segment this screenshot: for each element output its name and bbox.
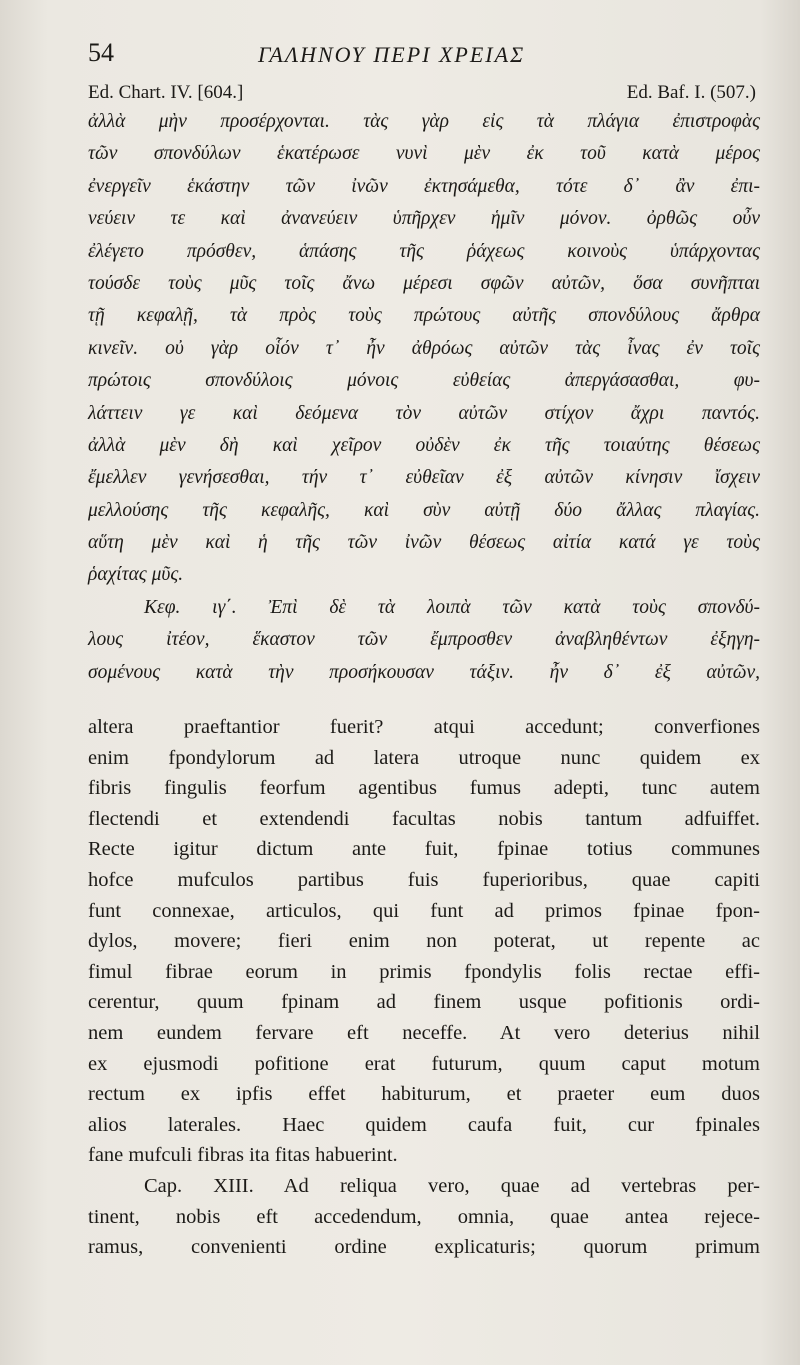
- greek-line: σομένους κατὰ τὴν προσήκουσαν τάξιν. ἦν δ᾽ ἐξ αὐτῶν,: [88, 661, 760, 683]
- running-title: ΓΑΛΗΝΟΥ ΠΕΡΙ ΧΡΕΙΑΣ: [258, 42, 526, 67]
- greek-line: κινεῖν. οὐ γὰρ οἷόν τ᾽ ἦν ἀθρόως αὐτῶν τὰς ἶνας ἐν τοῖς: [88, 337, 760, 359]
- greek-line: τῶν σπονδύλων ἑκατέρωσε νυνὶ μὲν ἐκ τοῦ κατὰ μέρος: [88, 143, 760, 165]
- greek-line: τῇ κεφαλῇ, τὰ πρὸς τοὺς πρώτους αὐτῆς σπονδύλους ἄρθρα: [88, 305, 760, 327]
- latin-line: Recte igitur dictum ante fuit, fpinae totius communes: [88, 838, 760, 861]
- greek-chapter-heading-line: Κεφ. ιγ΄. Ἐπὶ δὲ τὰ λοιπὰ τῶν κατὰ τοὺς σπονδύ-: [144, 596, 760, 618]
- latin-line: fane mufculi fibras ita fitas habuerint.: [88, 1144, 398, 1167]
- greek-line: ἔμελλεν γενήσεσθαι, τήν τ᾽ εὐθεῖαν ἐξ αὐτῶν κίνησιν ἴσχειν: [88, 467, 760, 489]
- latin-line: fibris fingulis feorfum agentibus fumus adepti, tunc autem: [88, 777, 760, 800]
- page-number: 54: [88, 38, 114, 67]
- greek-line: ἐλέγετο πρόσθεν, ἁπάσης τῆς ῥάχεως κοινοὺς ὑπάρχοντας: [88, 240, 760, 262]
- latin-line: alios laterales. Haec quidem caufa fuit, cur fpinales: [88, 1113, 760, 1136]
- edition-reference-chartier: Ed. Chart. IV. [604.]: [88, 82, 244, 103]
- greek-line: νεύειν τε καὶ ἀνανεύειν ὑπῆρχεν ἡμῖν μόνον. ὀρθῶς οὖν: [88, 208, 760, 230]
- greek-text-block: [88, 106, 760, 689]
- edition-reference-basel: Ed. Baf. I. (507.): [626, 82, 756, 103]
- greek-line: ἀλλὰ μὲν δὴ καὶ χεῖρον οὐδὲν ἐκ τῆς τοιαύτης θέσεως: [88, 434, 760, 456]
- greek-line: ἐνεργεῖν ἑκάστην τῶν ἰνῶν ἐκτησάμεθα, τότε δ᾽ ἂν ἐπι-: [88, 175, 760, 197]
- greek-line: πρώτοις σπονδύλοις μόνοις εὐθείας ἀπεργάσασθαι, φυ-: [88, 370, 760, 392]
- latin-line: tinent, nobis eft accedendum, omnia, quae antea rejece-: [88, 1205, 760, 1228]
- latin-line: ex ejusmodi pofitione erat futurum, quum caput motum: [88, 1052, 760, 1075]
- latin-line: hofce mufculos partibus fuis fuperioribus, quae capiti: [88, 868, 760, 891]
- latin-line: flectendi et extendendi facultas nobis tantum adfuiffet.: [88, 807, 760, 830]
- greek-line: ἀλλὰ μὴν προσέρχονται. τὰς γὰρ εἰς τὰ πλάγια ἐπιστροφὰς: [88, 111, 760, 132]
- greek-line: τούσδε τοὺς μῦς τοῖς ἄνω μέρεσι σφῶν αὐτῶν, ὅσα συνῆπται: [88, 272, 760, 294]
- latin-line: cerentur, quum fpinam ad finem usque pofitionis ordi-: [88, 991, 760, 1014]
- latin-line: fimul fibrae eorum in primis fpondylis folis rectae effi-: [88, 960, 760, 983]
- page-header: [88, 38, 768, 78]
- latin-text-block: [88, 712, 760, 1263]
- greek-line: λάττειν γε καὶ δεόμενα τὸν αὐτῶν στίχον ἄχρι παντός.: [88, 402, 760, 424]
- latin-line: nem eundem fervare eft neceffe. At vero deterius nihil: [88, 1021, 760, 1044]
- latin-line: ramus, convenienti ordine explicaturis; quorum primum: [88, 1236, 760, 1259]
- latin-chapter-heading-line: Cap. XIII. Ad reliqua vero, quae ad vertebras per-: [144, 1174, 760, 1197]
- greek-line: μελλούσης τῆς κεφαλῆς, καὶ σὺν αὐτῇ δύο ἄλλας πλαγίας.: [88, 499, 760, 521]
- latin-line: dylos, movere; fieri enim non poterat, ut repente ac: [88, 930, 760, 953]
- latin-line: rectum ex ipfis effet habiturum, et praeter eum duos: [88, 1083, 760, 1106]
- latin-line: enim fpondylorum ad latera utroque nunc quidem ex: [88, 746, 760, 769]
- greek-line: ῥαχίτας μῦς.: [88, 564, 184, 586]
- latin-line: funt connexae, articulos, qui funt ad primos fpinae fpon-: [88, 899, 760, 922]
- latin-line: altera praeftantior fuerit? atqui accedunt; converfiones: [88, 716, 760, 738]
- greek-line: αὕτη μὲν καὶ ἡ τῆς τῶν ἰνῶν θέσεως αἰτία κατά γε τοὺς: [88, 532, 760, 554]
- greek-line: λους ἰτέον, ἕκαστον τῶν ἔμπροσθεν ἀναβληθέντων ἐξηγη-: [88, 629, 760, 651]
